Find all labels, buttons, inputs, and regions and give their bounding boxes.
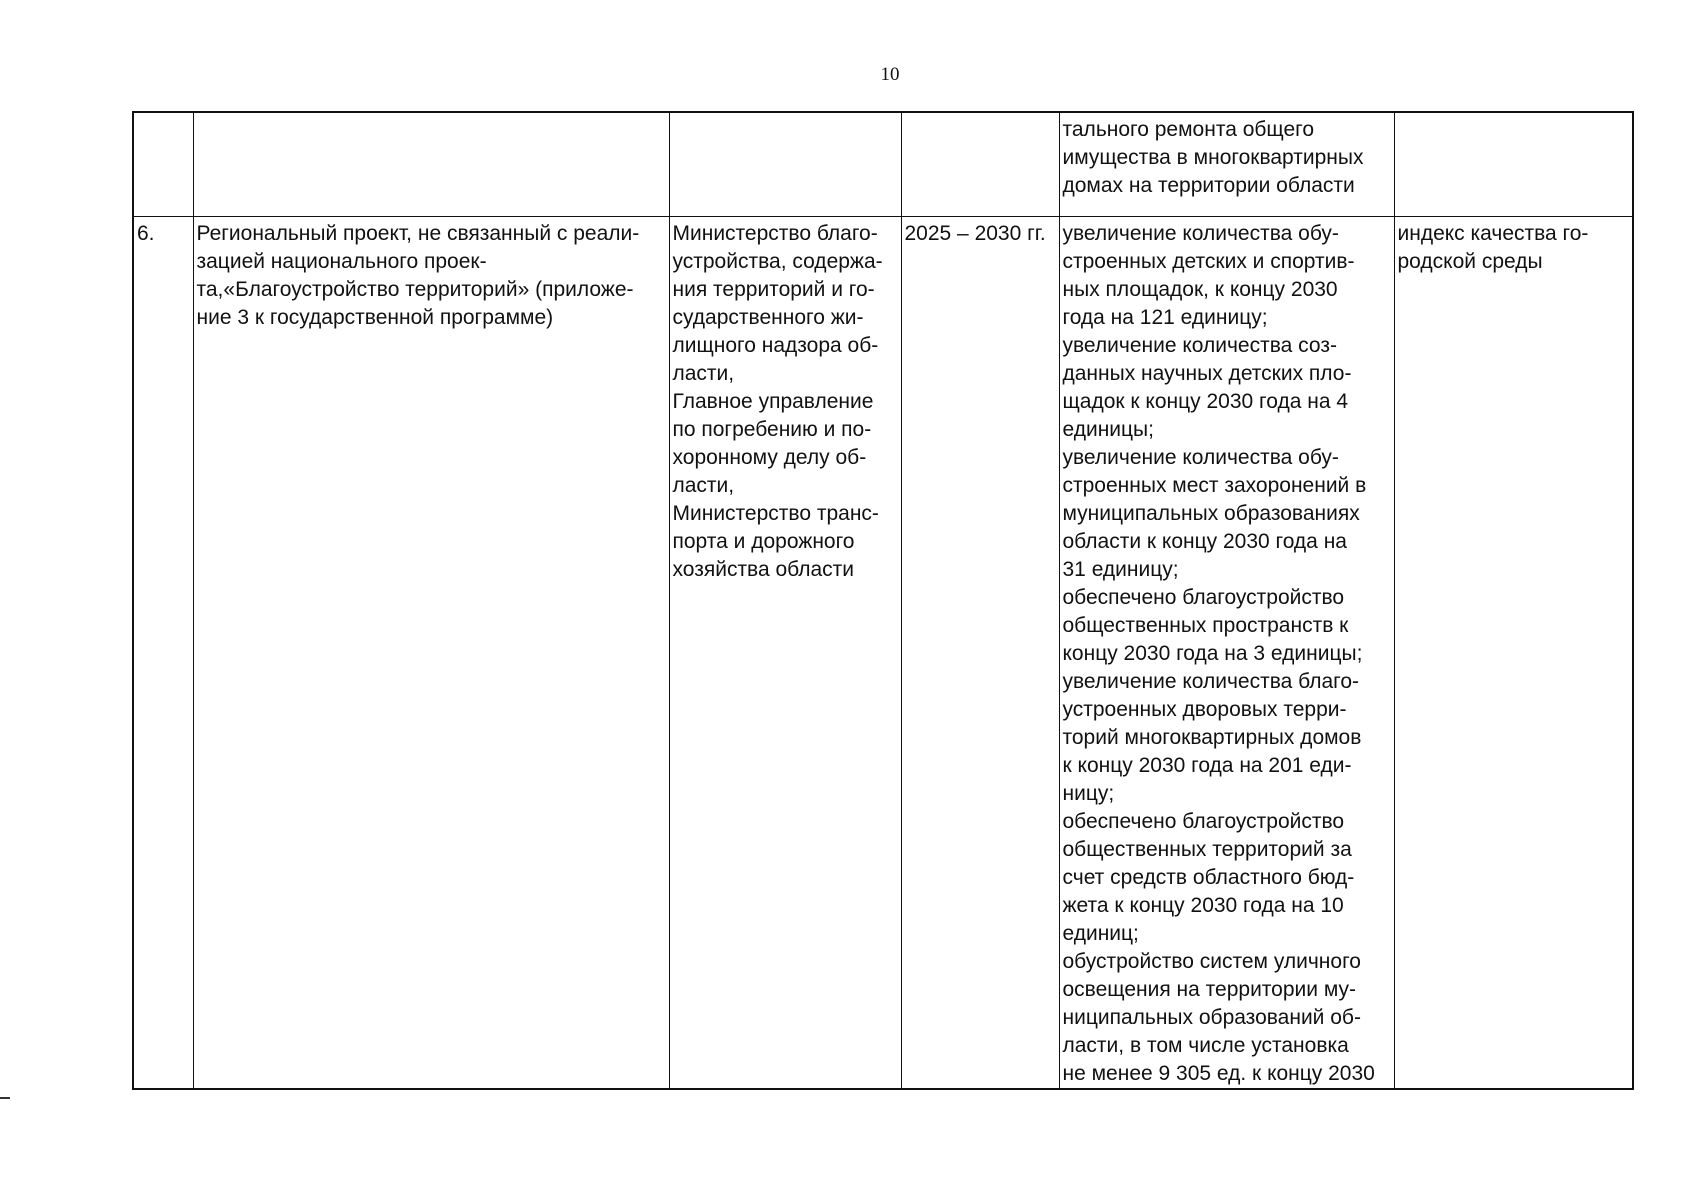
responsible-line: ласти,: [672, 362, 735, 385]
table-row: [133, 112, 1633, 217]
result-line: увеличение количества соз-: [1062, 334, 1337, 357]
result-line: строенных мест захоронений в: [1062, 474, 1367, 497]
result-line: концу 2030 года на 3 единицы;: [1062, 642, 1363, 665]
responsible-line: хоронному делу об-: [672, 446, 867, 469]
result-line: данных научных детских пло-: [1062, 362, 1352, 385]
result-line: увеличение количества благо-: [1062, 670, 1360, 693]
project-line: зацией национального проек-: [196, 250, 487, 273]
project-line: Региональный проект, не связанный с реали-: [196, 222, 640, 245]
result-line: устроенных дворовых терри-: [1062, 698, 1347, 721]
result-line: муниципальных образованиях: [1062, 502, 1360, 525]
table-row: [133, 217, 1633, 1090]
result-line: ниципальных образований об-: [1062, 1006, 1361, 1029]
cell-period: [901, 217, 1059, 1090]
responsible-line: сударственного жи-: [672, 306, 864, 329]
row-number: 6.: [137, 222, 155, 245]
result-line: имущества в многоквартирных: [1062, 146, 1364, 169]
responsible-line: хозяйства области: [672, 558, 855, 581]
scan-mark: [0, 1097, 10, 1099]
result-line: торий многоквартирных домов: [1062, 726, 1362, 749]
cell-project: [193, 217, 669, 1090]
result-line: ных площадок, к концу 2030: [1062, 278, 1338, 301]
cell-result: [1059, 217, 1394, 1090]
result-line: года на 121 единицу;: [1062, 306, 1268, 329]
cell-responsible: [669, 112, 901, 217]
result-line: 31 единицу;: [1062, 558, 1179, 581]
result-line: общественных пространств к: [1062, 614, 1349, 637]
result-line: обеспечено благоустройство: [1062, 586, 1345, 609]
project-line: ние 3 к государственной программе): [196, 306, 554, 329]
result-line: к концу 2030 года на 201 еди-: [1062, 754, 1352, 777]
result-line: не менее 9 305 ед. к концу 2030: [1062, 1062, 1375, 1085]
result-line: области к концу 2030 года на: [1062, 530, 1347, 553]
responsible-line: Министерство благо-: [672, 222, 878, 245]
indicator-line: индекс качества го-: [1397, 222, 1589, 245]
result-line: единицы;: [1062, 418, 1154, 441]
cell-project: [193, 112, 669, 217]
result-line: обустройство систем уличного: [1062, 950, 1361, 973]
program-table: [132, 111, 1634, 1090]
result-line: увеличение количества обу-: [1062, 222, 1339, 245]
result-line: домах на территории области: [1062, 174, 1355, 197]
page-number: 10: [880, 64, 900, 85]
responsible-line: лищного надзора об-: [672, 334, 879, 357]
period-text: 2025 – 2030 гг.: [904, 222, 1046, 245]
result-line: строенных детских и спортив-: [1062, 250, 1355, 273]
project-line: та,«Благоустройство территорий» (приложе-: [196, 278, 634, 301]
result-line: щадок к концу 2030 года на 4: [1062, 390, 1349, 413]
responsible-line: устройства, содержа-: [672, 250, 883, 273]
cell-number: [133, 217, 193, 1090]
result-line: обеспечено благоустройство: [1062, 810, 1345, 833]
result-line: ницу;: [1062, 782, 1115, 805]
result-line: общественных территорий за: [1062, 838, 1352, 861]
responsible-line: ласти,: [672, 474, 735, 497]
result-line: освещения на территории му-: [1062, 978, 1356, 1001]
cell-indicator: [1394, 112, 1633, 217]
result-line: увеличение количества обу-: [1062, 446, 1339, 469]
result-line: счет средств областного бюд-: [1062, 866, 1355, 889]
responsible-line: ния территорий и го-: [672, 278, 875, 301]
result-line: тального ремонта общего: [1062, 118, 1315, 141]
responsible-line: Министерство транс-: [672, 502, 879, 525]
responsible-line: порта и дорожного: [672, 530, 855, 553]
responsible-line: Главное управление: [672, 390, 874, 413]
indicator-line: родской среды: [1397, 250, 1543, 273]
cell-period: [901, 112, 1059, 217]
result-line: ласти, в том числе установка: [1062, 1034, 1349, 1057]
cell-number: [133, 112, 193, 217]
result-line: единиц;: [1062, 922, 1139, 945]
responsible-line: по погребению и по-: [672, 418, 872, 441]
result-line: жета к концу 2030 года на 10: [1062, 894, 1344, 917]
cell-indicator: [1394, 217, 1633, 1090]
cell-result: [1059, 112, 1394, 217]
cell-responsible: [669, 217, 901, 1090]
